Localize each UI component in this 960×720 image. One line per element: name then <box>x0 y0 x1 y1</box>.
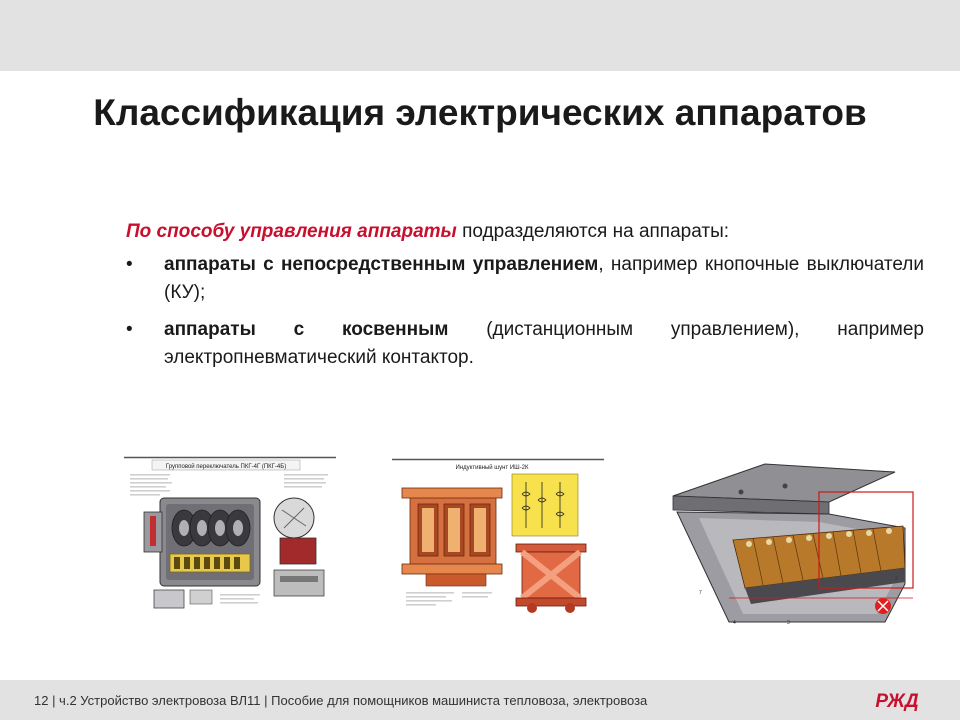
group-switch-caption: Групповой переключатель ПКГ-4Г (ПКГ-4Б) <box>165 464 287 470</box>
battery-box-figure <box>669 458 918 627</box>
bullet-icon: • <box>126 254 133 275</box>
svg-text:2: 2 <box>895 576 898 582</box>
intro-highlight: По способу управления аппараты <box>126 221 457 242</box>
footer-text: 12 | ч.2 Устройство электровоза ВЛ11 | Пособие для помощников машиниста тепловоза, электровоза <box>34 693 648 708</box>
group-switch-figure <box>124 456 336 613</box>
inductive-shunt-figure <box>392 458 604 615</box>
bullet-bold: аппараты с непосредственным управлением <box>164 254 599 275</box>
svg-text:4: 4 <box>733 620 736 626</box>
list-item <box>126 316 924 372</box>
svg-text:3: 3 <box>787 620 790 626</box>
bullet-bold: аппараты с косвенным <box>164 319 449 340</box>
list-item <box>126 251 924 307</box>
rzd-logo <box>868 686 926 714</box>
slide-body <box>126 218 924 381</box>
intro-paragraph <box>126 218 924 246</box>
intro-rest: подразделяются на аппараты: <box>456 221 730 242</box>
rzd-logo-text: РЖД <box>875 691 919 712</box>
bullet-text: (дистанционным управлением), например электропневматический контактор. <box>164 319 924 368</box>
bullet-list <box>126 251 924 372</box>
header-band <box>0 0 960 71</box>
inductive-shunt-caption: Индуктивный шунт ИШ-2К <box>455 465 529 471</box>
bullet-text: , например кнопочные выключатели (КУ); <box>164 254 924 303</box>
slide-title: Классификация электрических аппаратов <box>93 92 867 133</box>
bullet-icon: • <box>126 319 133 340</box>
svg-text:7: 7 <box>699 590 702 596</box>
